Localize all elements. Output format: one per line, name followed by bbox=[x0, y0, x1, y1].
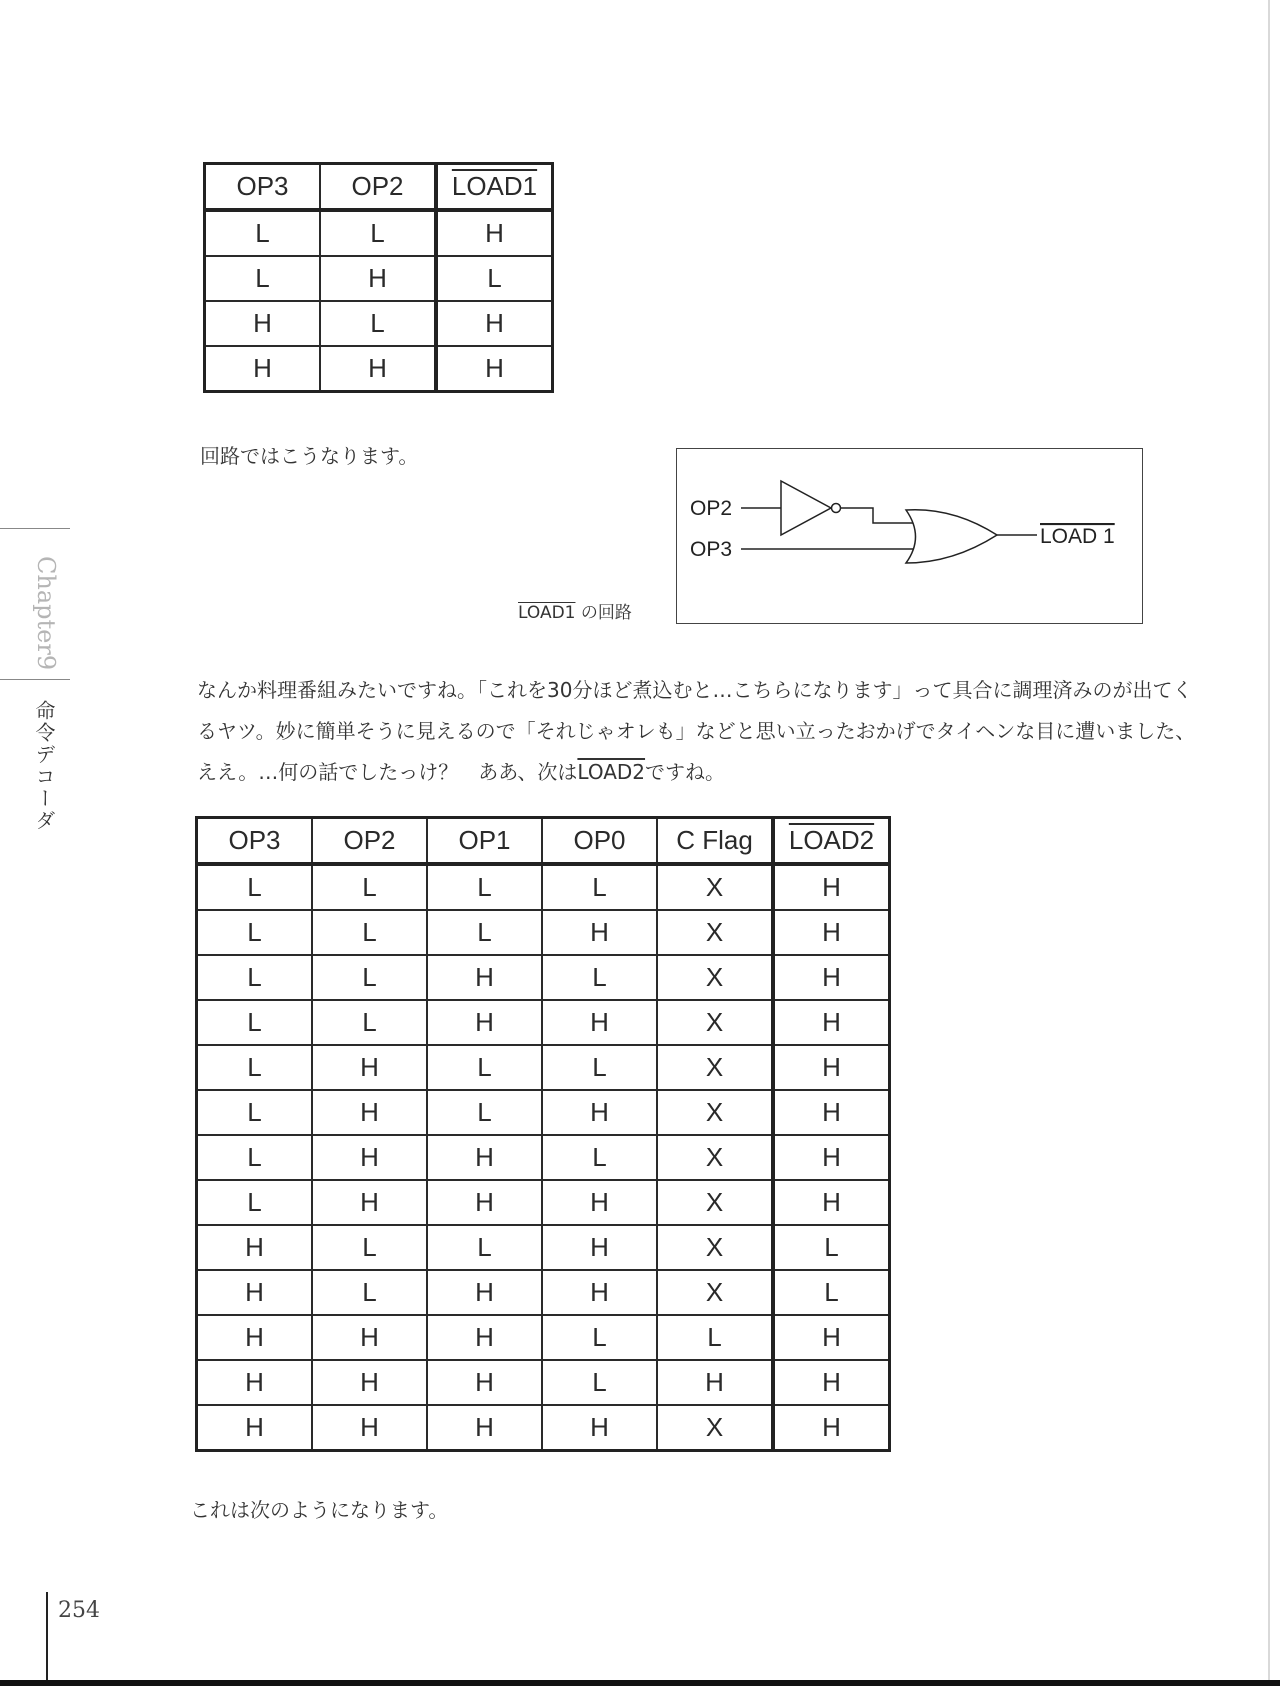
table-row bbox=[197, 1180, 890, 1225]
cell: H bbox=[436, 346, 553, 392]
cell: X bbox=[657, 1045, 773, 1090]
col-header-op2: OP2 bbox=[312, 818, 427, 865]
cell: X bbox=[657, 1225, 773, 1270]
cell: H bbox=[312, 1315, 427, 1360]
paragraph-signal: LOAD2 bbox=[577, 760, 646, 784]
cell: H bbox=[312, 1405, 427, 1451]
cell: H bbox=[773, 1135, 890, 1180]
cell: H bbox=[542, 1180, 657, 1225]
load1-truth-table bbox=[203, 162, 554, 393]
cell: H bbox=[427, 1000, 542, 1045]
cell: L bbox=[197, 1135, 313, 1180]
cell: L bbox=[773, 1225, 890, 1270]
cell: L bbox=[312, 864, 427, 910]
cell: H bbox=[427, 1315, 542, 1360]
cell: L bbox=[542, 1360, 657, 1405]
cell: L bbox=[320, 210, 436, 256]
load2-truth-table bbox=[195, 816, 891, 1452]
cell: H bbox=[312, 1180, 427, 1225]
cell: H bbox=[773, 1180, 890, 1225]
table-row bbox=[197, 1360, 890, 1405]
table-row bbox=[197, 910, 890, 955]
cell: H bbox=[542, 1405, 657, 1451]
cell: H bbox=[427, 1405, 542, 1451]
cell: H bbox=[542, 1270, 657, 1315]
cell: L bbox=[312, 1270, 427, 1315]
caption-signal: LOAD1 bbox=[518, 603, 576, 623]
load1-circuit-diagram bbox=[676, 448, 1143, 624]
chapter-title: 命令デコーダ bbox=[32, 700, 56, 832]
cell: L bbox=[542, 1045, 657, 1090]
cell: L bbox=[427, 1225, 542, 1270]
page-number-rule bbox=[46, 1592, 48, 1682]
cell: H bbox=[773, 1315, 890, 1360]
caption-suffix: の回路 bbox=[575, 603, 632, 623]
cell: H bbox=[197, 1405, 313, 1451]
cell: L bbox=[657, 1315, 773, 1360]
table-row bbox=[197, 1405, 890, 1451]
cell: L bbox=[436, 256, 553, 301]
cell: L bbox=[197, 955, 313, 1000]
cell: H bbox=[320, 256, 436, 301]
cell: H bbox=[197, 1270, 313, 1315]
circuit-intro-text: 回路ではこうなります。 bbox=[200, 444, 419, 468]
cell: L bbox=[197, 910, 313, 955]
paragraph-text: なんか料理番組みたいですね。「これを30分ほど煮込むと…こちらになります」って具合に調理済みのが出てくるヤツ。妙に簡単そうに見えるので「それじゃオレも」などと思い立ったおかげでタイヘンな目に遭いました、ええ。…何の話でしたっけ？ ああ、次は bbox=[197, 678, 1196, 784]
cell: H bbox=[542, 1225, 657, 1270]
table-row bbox=[197, 1090, 890, 1135]
col-header-op3: OP3 bbox=[205, 164, 321, 211]
table-row bbox=[197, 1000, 890, 1045]
cell: H bbox=[427, 1135, 542, 1180]
cell: H bbox=[427, 1270, 542, 1315]
sidebar-divider bbox=[0, 528, 70, 529]
cell: H bbox=[197, 1360, 313, 1405]
col-header-op3: OP3 bbox=[197, 818, 313, 865]
cell: L bbox=[542, 955, 657, 1000]
paragraph-tail: ですね。 bbox=[645, 760, 726, 784]
cell: L bbox=[542, 864, 657, 910]
cell: L bbox=[205, 210, 321, 256]
cell: L bbox=[197, 1045, 313, 1090]
cell: L bbox=[312, 1225, 427, 1270]
table-row bbox=[205, 301, 553, 346]
table-row bbox=[197, 1315, 890, 1360]
cell: H bbox=[427, 955, 542, 1000]
cell: H bbox=[542, 1090, 657, 1135]
table-row bbox=[197, 1045, 890, 1090]
table-row bbox=[205, 346, 553, 392]
cell: H bbox=[773, 1405, 890, 1451]
cell: H bbox=[773, 1000, 890, 1045]
table-row bbox=[197, 864, 890, 910]
cell: L bbox=[542, 1135, 657, 1180]
cell: H bbox=[773, 1090, 890, 1135]
cell: L bbox=[312, 955, 427, 1000]
table-row bbox=[197, 1270, 890, 1315]
table-row bbox=[205, 210, 553, 256]
page-bottom-edge bbox=[0, 1680, 1280, 1686]
cell: H bbox=[205, 346, 321, 392]
cell: H bbox=[197, 1225, 313, 1270]
wire-not-to-or bbox=[841, 508, 915, 523]
input-op2-label: OP2 bbox=[690, 497, 733, 520]
cell: H bbox=[205, 301, 321, 346]
cell: H bbox=[436, 210, 553, 256]
cell: H bbox=[312, 1360, 427, 1405]
cell: H bbox=[427, 1360, 542, 1405]
or-gate-icon bbox=[906, 510, 997, 563]
circuit-svg bbox=[677, 449, 1142, 623]
cell: H bbox=[320, 346, 436, 392]
col-header-op2: OP2 bbox=[320, 164, 436, 211]
cell: H bbox=[773, 1360, 890, 1405]
cell: L bbox=[542, 1315, 657, 1360]
cell: X bbox=[657, 1180, 773, 1225]
table-row bbox=[205, 256, 553, 301]
cell: H bbox=[773, 1045, 890, 1090]
col-header-load1: LOAD1 bbox=[436, 164, 553, 211]
body-paragraph bbox=[197, 670, 1197, 793]
output-load1-label: LOAD 1 bbox=[1040, 525, 1115, 548]
cell: X bbox=[657, 864, 773, 910]
cell: L bbox=[312, 1000, 427, 1045]
cell: X bbox=[657, 955, 773, 1000]
cell: L bbox=[773, 1270, 890, 1315]
closing-text: これは次のようになります。 bbox=[190, 1498, 449, 1522]
cell: H bbox=[542, 910, 657, 955]
cell: X bbox=[657, 1270, 773, 1315]
cell: X bbox=[657, 910, 773, 955]
col-header-cflag: C Flag bbox=[657, 818, 773, 865]
cell: L bbox=[205, 256, 321, 301]
page-number: 254 bbox=[58, 1598, 100, 1623]
not-gate-icon bbox=[781, 481, 831, 535]
circuit-caption bbox=[518, 598, 632, 623]
cell: L bbox=[427, 1045, 542, 1090]
cell: L bbox=[312, 910, 427, 955]
cell: H bbox=[312, 1135, 427, 1180]
cell: H bbox=[773, 864, 890, 910]
inverter-bubble bbox=[832, 504, 841, 513]
cell: L bbox=[427, 1090, 542, 1135]
input-op3-label: OP3 bbox=[690, 538, 733, 561]
cell: L bbox=[197, 1000, 313, 1045]
cell: H bbox=[542, 1000, 657, 1045]
cell: X bbox=[657, 1135, 773, 1180]
cell: H bbox=[312, 1090, 427, 1135]
cell: H bbox=[427, 1180, 542, 1225]
chapter-label: Chapter9 bbox=[32, 556, 60, 671]
cell: L bbox=[427, 910, 542, 955]
col-header-load2: LOAD2 bbox=[773, 818, 890, 865]
cell: L bbox=[320, 301, 436, 346]
col-header-op0: OP0 bbox=[542, 818, 657, 865]
cell: H bbox=[773, 910, 890, 955]
cell: L bbox=[197, 1180, 313, 1225]
table-row bbox=[197, 1225, 890, 1270]
cell: L bbox=[197, 1090, 313, 1135]
col-header-op1: OP1 bbox=[427, 818, 542, 865]
page-right-edge bbox=[1268, 0, 1270, 1686]
table-row bbox=[197, 955, 890, 1000]
cell: H bbox=[773, 955, 890, 1000]
table-row bbox=[197, 1135, 890, 1180]
cell: L bbox=[197, 864, 313, 910]
cell: H bbox=[657, 1360, 773, 1405]
cell: X bbox=[657, 1000, 773, 1045]
cell: H bbox=[436, 301, 553, 346]
cell: L bbox=[427, 864, 542, 910]
cell: H bbox=[197, 1315, 313, 1360]
sidebar-divider bbox=[0, 679, 70, 680]
cell: X bbox=[657, 1405, 773, 1451]
cell: X bbox=[657, 1090, 773, 1135]
cell: H bbox=[312, 1045, 427, 1090]
